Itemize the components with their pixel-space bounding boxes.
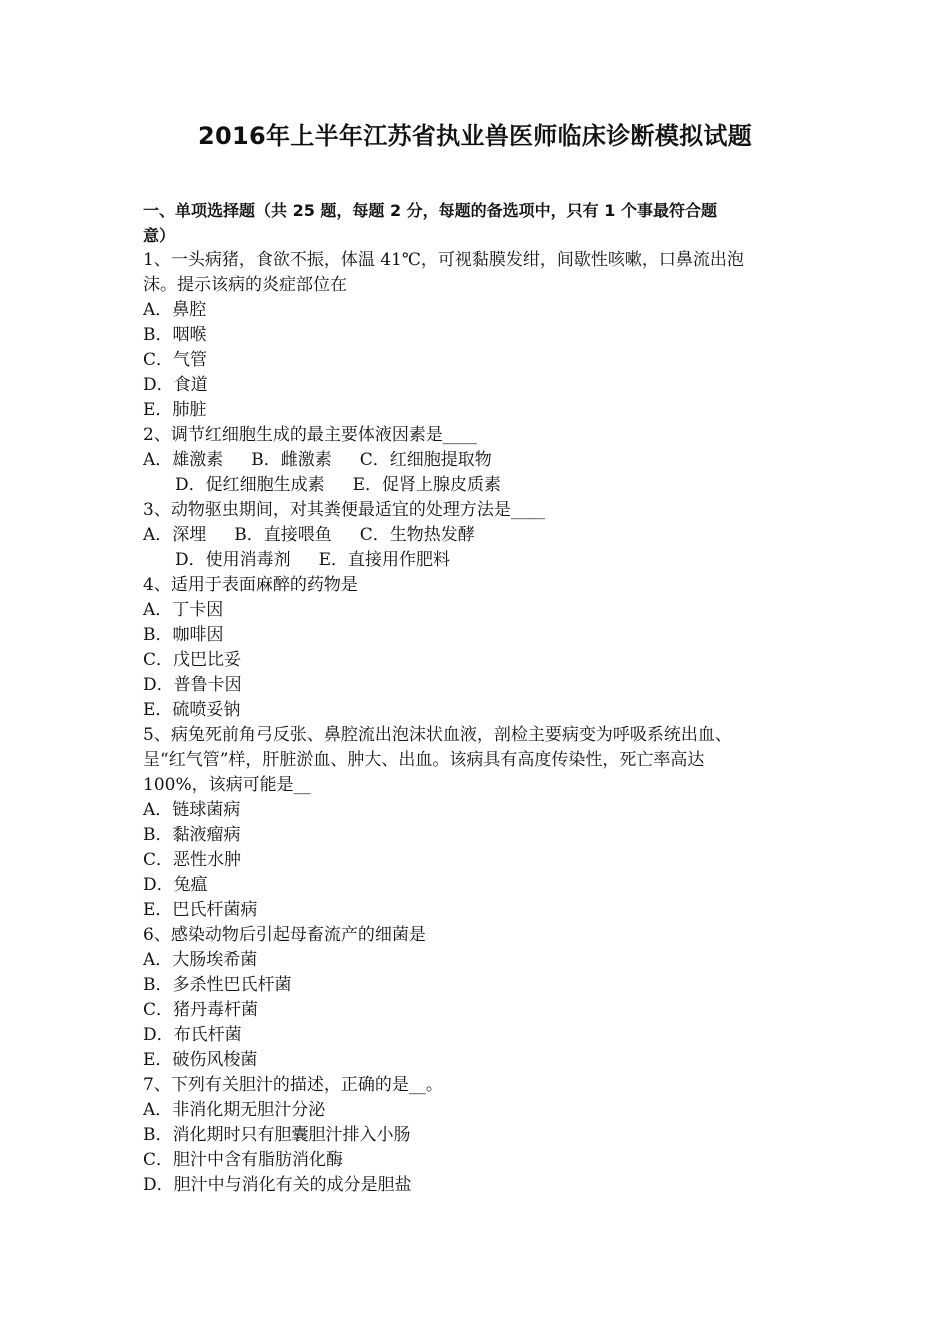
question-5-option-c: C．恶性水肿 [143,850,242,870]
question-1-stem: 1、一头病猪，食欲不振，体温 41℃，可视黏膜发绀，间歇性咳嗽，口鼻流出泡 [143,250,744,270]
question-4-option-a: A．丁卡因 [143,600,224,620]
question-2-options-row2 [143,473,813,498]
question-7-option-a: A．非消化期无胆汁分泌 [143,1100,326,1120]
question-4-stem: 4、适用于表面麻醉的药物是 [143,575,358,595]
question-5-stem-cont2: 100%，该病可能是__ [143,775,311,795]
question-4-option-d: D．普鲁卡因 [143,675,242,695]
question-2-option-c: C．红细胞提取物 [359,450,492,470]
question-2-option-d: D．促红细胞生成素 [175,475,325,495]
question-6-option-e: E．破伤风梭菌 [143,1050,258,1070]
question-7-option-c: C．胆汁中含有脂肪消化酶 [143,1150,344,1170]
question-3-stem: 3、动物驱虫期间，对其粪便最适宜的处理方法是____ [143,500,545,520]
question-1-option-b: B．咽喉 [143,325,207,345]
question-3-option-e: E．直接用作肥料 [318,550,451,570]
question-5-option-e: E．巴氏杆菌病 [143,900,258,920]
question-2-option-a: A．雄激素 [143,450,224,470]
question-1-option-a: A．鼻腔 [143,300,207,320]
question-4-option-e: E．硫喷妥钠 [143,700,241,720]
question-1-stem-cont: 沫。提示该病的炎症部位在 [143,275,347,295]
question-5-option-a: A．链球菌病 [143,800,241,820]
question-2-stem: 2、调节红细胞生成的最主要体液因素是____ [143,425,477,445]
question-6-option-c: C．猪丹毒杆菌 [143,1000,259,1020]
question-4-option-c: C．戊巴比妥 [143,650,242,670]
question-7-option-d: D．胆汁中与消化有关的成分是胆盐 [143,1175,412,1195]
question-3-option-d: D．使用消毒剂 [175,550,291,570]
question-5-stem: 5、病兔死前角弓反张、鼻腔流出泡沫状血液，剖检主要病变为呼吸系统出血、 [143,725,732,745]
question-1-option-d: D．食道 [143,375,208,395]
question-3-options-row2 [143,548,813,573]
document-title: 2016年上半年江苏省执业兽医师临床诊断模拟试题 [198,122,752,150]
question-2-options-row1 [143,448,813,473]
question-2-option-b: B．雌激素 [251,450,332,470]
question-4-option-b: B．咖啡因 [143,625,224,645]
question-1-option-c: C．气管 [143,350,208,370]
section-heading: 一、单项选择题（共 25 题，每题 2 分，每题的备选项中，只有 1 个事最符合题 [143,201,717,220]
document-body [143,198,813,1198]
question-3-option-c: C．生物热发酵 [359,525,475,545]
question-5-stem-cont: 呈“红气管”样，肝脏淤血、肿大、出血。该病具有高度传染性，死亡率高达 [143,750,705,770]
question-5-option-b: B．黏液瘤病 [143,825,241,845]
question-5-option-d: D．兔瘟 [143,875,208,895]
question-2-option-e: E．促肾上腺皮质素 [352,475,502,495]
question-7-stem: 7、下列有关胆汁的描述，正确的是__。 [143,1075,443,1095]
question-6-option-a: A．大肠埃希菌 [143,950,258,970]
question-7-option-b: B．消化期时只有胆囊胆汁排入小肠 [143,1125,411,1145]
question-6-stem: 6、感染动物后引起母畜流产的细菌是 [143,925,426,945]
question-6-option-b: B．多杀性巴氏杆菌 [143,975,292,995]
question-3-options-row1 [143,523,813,548]
question-1-option-e: E．肺脏 [143,400,207,420]
question-6-option-d: D．布氏杆菌 [143,1025,242,1045]
section-heading-cont: 意） [143,226,176,245]
question-3-option-a: A．深埋 [143,525,207,545]
question-3-option-b: B．直接喂鱼 [234,525,332,545]
